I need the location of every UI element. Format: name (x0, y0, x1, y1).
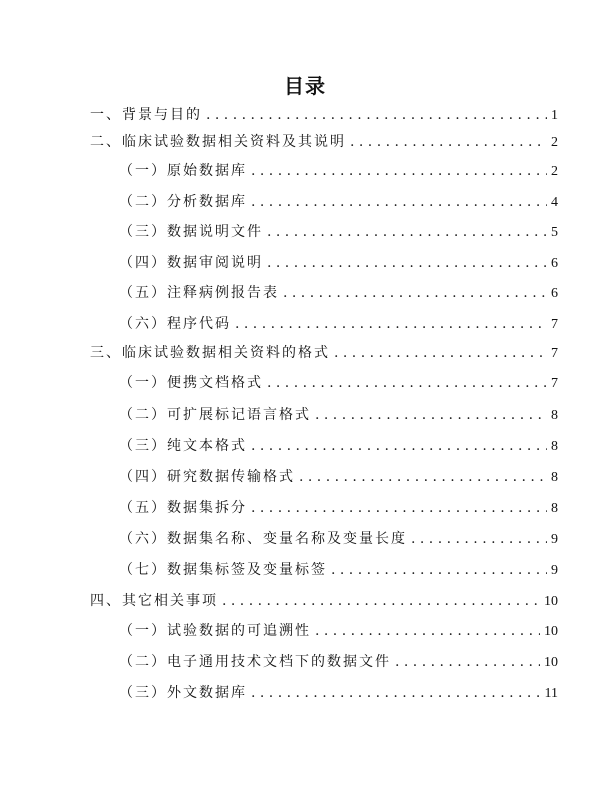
toc-entry[interactable] (90, 682, 558, 702)
toc-page-number: 8 (551, 470, 558, 485)
toc-entry[interactable] (90, 590, 558, 610)
dot-leader (315, 623, 540, 639)
toc-page-number: 1 (551, 108, 558, 123)
dot-leader (283, 285, 547, 301)
toc-page-number: 2 (551, 164, 558, 179)
toc-entry-title: （四）数据审阅说明 (119, 255, 263, 271)
toc-entry-title: （一）便携文档格式 (119, 375, 263, 391)
toc-page-number: 6 (551, 256, 558, 271)
dot-leader (267, 224, 547, 240)
dot-leader (267, 375, 547, 391)
toc-page-number: 9 (551, 563, 558, 578)
toc-page-number: 7 (551, 376, 558, 391)
dot-leader (315, 407, 547, 423)
toc-entry[interactable] (90, 131, 558, 151)
toc-entry-title: 四、其它相关事项 (90, 593, 218, 609)
toc-entry-title: 二、临床试验数据相关资料及其说明 (90, 134, 346, 150)
toc-entry-title: 三、临床试验数据相关资料的格式 (90, 345, 330, 361)
toc-entry[interactable] (90, 191, 558, 211)
toc-entry-title: （一）试验数据的可追溯性 (119, 623, 311, 639)
dot-leader (251, 163, 547, 179)
toc-entry-title: 一、背景与目的 (90, 107, 202, 123)
toc-page-number: 7 (551, 317, 558, 332)
toc-entry[interactable] (90, 372, 558, 392)
toc-entry[interactable] (90, 221, 558, 241)
toc-entry[interactable] (90, 651, 558, 671)
toc-entry[interactable] (90, 404, 558, 424)
toc-entry[interactable] (90, 342, 558, 362)
toc-page-number: 5 (551, 225, 558, 240)
toc-page-number: 11 (544, 686, 558, 701)
toc-page-number: 7 (551, 346, 558, 361)
toc-entry-title: （六）程序代码 (119, 316, 231, 332)
toc-entry-title: （一）原始数据库 (119, 163, 247, 179)
toc-entry[interactable] (90, 497, 558, 517)
dot-leader (299, 469, 547, 485)
toc-entry[interactable] (90, 559, 558, 579)
toc-page-number: 8 (551, 501, 558, 516)
dot-leader (411, 531, 547, 547)
toc-entry-title: （七）数据集标签及变量标签 (119, 562, 327, 578)
toc-page-number: 10 (544, 624, 558, 639)
dot-leader (251, 194, 547, 210)
toc-entry-title: （二）可扩展标记语言格式 (119, 407, 311, 423)
dot-leader (251, 500, 547, 516)
dot-leader (222, 593, 540, 609)
dot-leader (206, 107, 547, 123)
dot-leader (251, 685, 541, 701)
dot-leader (251, 438, 547, 454)
dot-leader (334, 345, 547, 361)
toc-entry[interactable] (90, 466, 558, 486)
toc-entry[interactable] (90, 313, 558, 333)
dot-leader (235, 316, 547, 332)
dot-leader (267, 255, 547, 271)
toc-page-number: 9 (551, 532, 558, 547)
toc-entry-title: （五）数据集拆分 (119, 500, 247, 516)
toc-page-number: 6 (551, 286, 558, 301)
toc-entry[interactable] (90, 282, 558, 302)
toc-entry[interactable] (90, 252, 558, 272)
toc-page-number: 4 (551, 195, 558, 210)
toc-entry-title: （三）数据说明文件 (119, 224, 263, 240)
toc-entry-title: （五）注释病例报告表 (119, 285, 279, 301)
dot-leader (331, 562, 547, 578)
toc-page-number: 8 (551, 439, 558, 454)
toc-page-number: 2 (551, 135, 558, 150)
toc-page-number: 10 (544, 594, 558, 609)
toc-title: 目录 (284, 74, 326, 98)
toc-entry[interactable] (90, 160, 558, 180)
toc-entry[interactable] (90, 620, 558, 640)
toc-page-number: 10 (544, 655, 558, 670)
toc-entry-title: （三）纯文本格式 (119, 438, 247, 454)
toc-entry[interactable] (90, 435, 558, 455)
toc-entry-title: （六）数据集名称、变量名称及变量长度 (119, 531, 407, 547)
toc-entry-title: （二）电子通用技术文档下的数据文件 (119, 654, 391, 670)
toc-page-number: 8 (551, 408, 558, 423)
dot-leader (395, 654, 540, 670)
toc-entry[interactable] (90, 104, 558, 124)
toc-entry-title: （四）研究数据传输格式 (119, 469, 295, 485)
toc-entry-title: （三）外文数据库 (119, 685, 247, 701)
toc-entry-title: （二）分析数据库 (119, 194, 247, 210)
toc-entry[interactable] (90, 528, 558, 548)
dot-leader (350, 134, 547, 150)
